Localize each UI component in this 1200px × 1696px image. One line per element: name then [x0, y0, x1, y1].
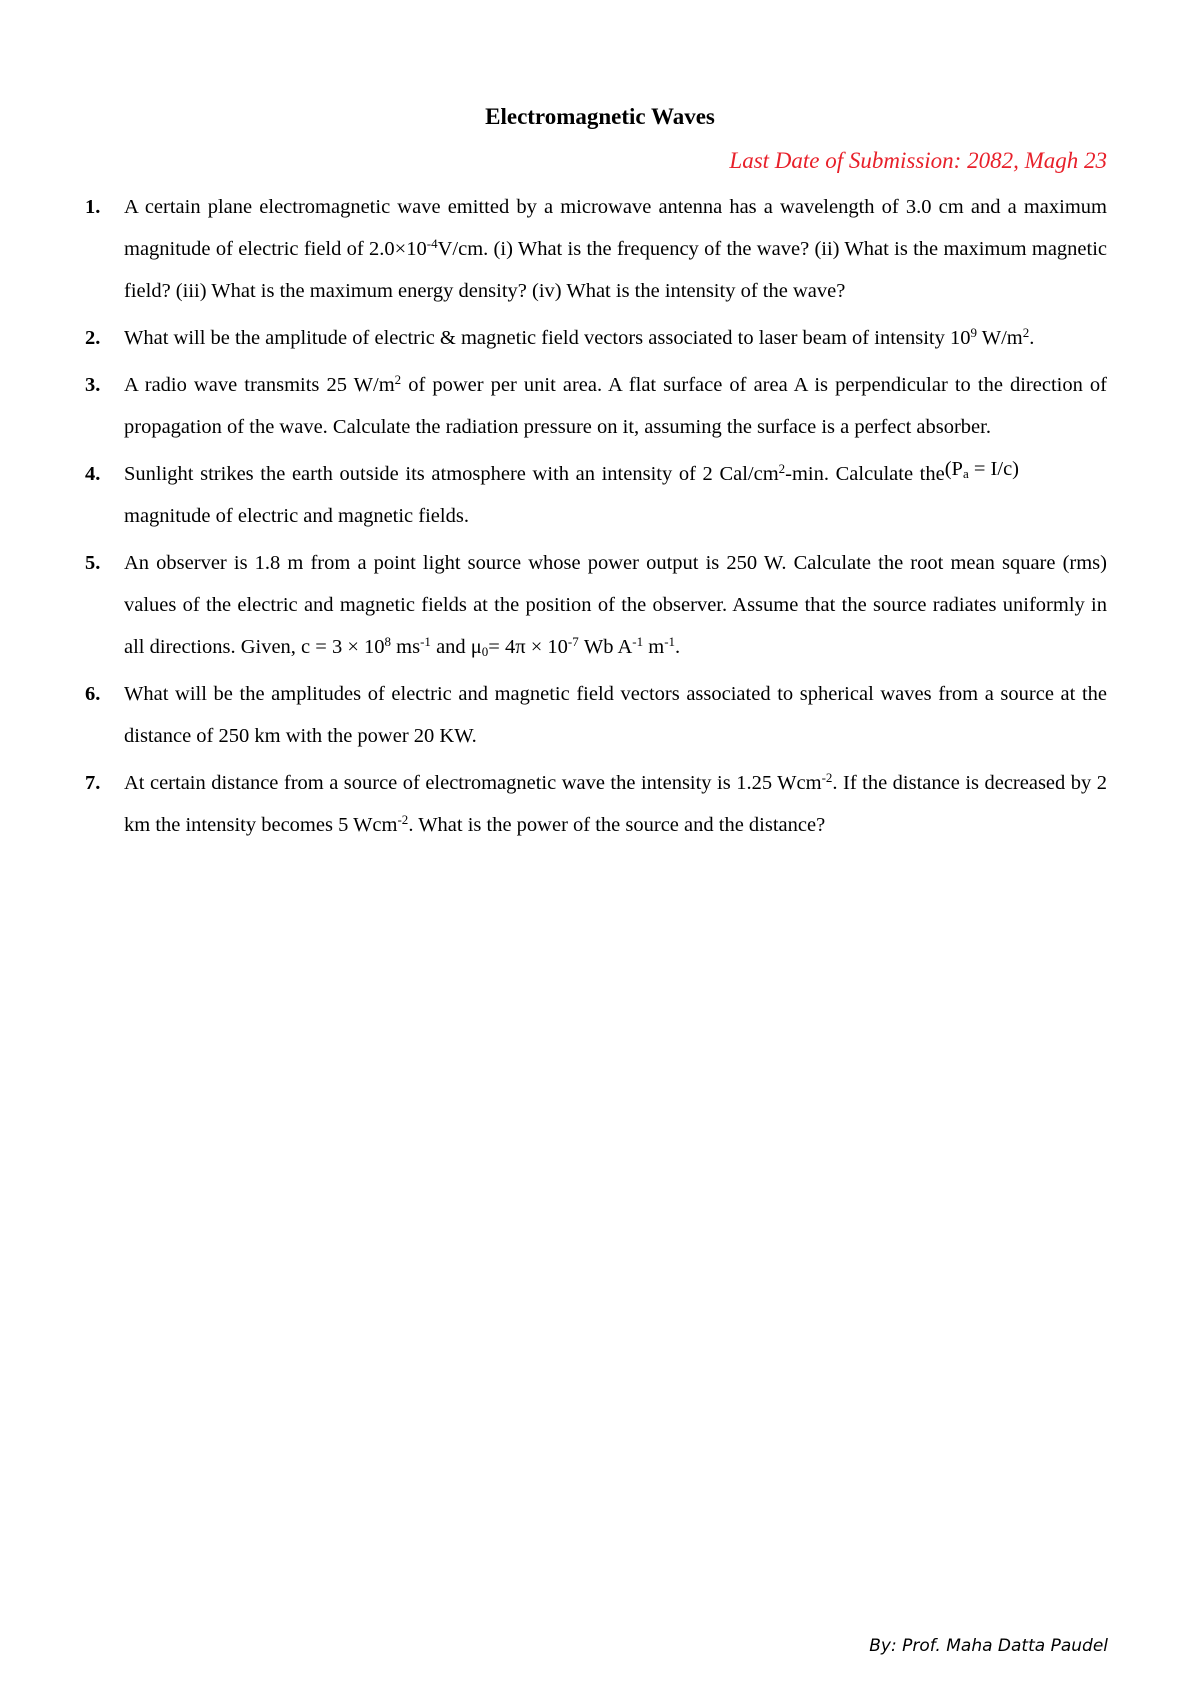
superscript: -2 — [821, 770, 833, 785]
question-5 — [85, 542, 1107, 668]
question-number: 3. — [85, 374, 101, 396]
question-number: 4. — [85, 463, 101, 485]
superscript: -1 — [664, 634, 676, 649]
superscript: -2 — [397, 812, 409, 827]
question-text: m — [643, 636, 665, 658]
question-4 — [85, 453, 1107, 537]
superscript: 2 — [1022, 325, 1030, 340]
question-number: 1. — [85, 196, 101, 218]
question-text: . What is the power of the source and the distance? — [408, 814, 826, 836]
question-text: A radio wave transmits 25 W/m — [124, 374, 395, 396]
question-text: What will be the amplitudes of electric and magnetic field vectors associated to spherical waves from a source at the distance of 250 km with the power 20 KW. — [124, 683, 1107, 747]
formula-text: = I/c) — [968, 458, 1019, 480]
question-1 — [85, 186, 1107, 312]
question-text: At certain distance from a source of electromagnetic wave the intensity is 1.25 Wcm — [124, 772, 822, 794]
question-text: and μ — [430, 636, 482, 658]
superscript: 2 — [394, 372, 402, 387]
question-text: -min. Calculate the magnitude of electric and magnetic fields. — [124, 463, 945, 527]
superscript: 2 — [778, 461, 786, 476]
question-6 — [85, 673, 1107, 757]
author-footer: By: Prof. Maha Datta Paudel — [869, 1636, 1108, 1656]
question-text: W/m — [976, 327, 1023, 349]
superscript: -4 — [426, 236, 438, 251]
question-7 — [85, 762, 1107, 846]
question-text: An observer is 1.8 m from a point light source whose power output is 250 W. Calculate the root mean square (rms) values of the electric and magnetic fields at the position of the observer. Assume that the source radiates uniformly in all directions. Given, c = 3 × 10 — [124, 552, 1107, 658]
submission-deadline: Last Date of Submission: 2082, Magh 23 — [729, 148, 1107, 173]
question-text: What will be the amplitude of electric & magnetic field vectors associated to laser beam of intensity 10 — [124, 327, 971, 349]
superscript: -1 — [632, 634, 644, 649]
question-text: . If the distance is decreased by 2 km the intensity becomes 5 Wcm — [124, 772, 1107, 836]
formula-text: (P — [944, 458, 963, 480]
question-number: 2. — [85, 327, 101, 349]
superscript: -1 — [420, 634, 431, 649]
question-text: . — [675, 636, 681, 658]
question-text: V/cm. (i) What is the frequency of the wave? (ii) What is the maximum magnetic field? (iii) What is the maximum energy density? (iv) What is the intensity of the wave? — [124, 238, 1108, 302]
superscript: -7 — [567, 634, 579, 649]
question-text: = 4π × 10 — [488, 636, 568, 658]
question-text: of power per unit area. A flat surface of area A is perpendicular to the direction of propagation of the wave. Calculate the radiation pressure on it, assuming the surface is a perfect absorber. — [124, 374, 1107, 438]
question-text: . — [1029, 327, 1035, 349]
superscript: 9 — [970, 325, 977, 340]
question-2 — [85, 317, 1107, 359]
superscript: 8 — [384, 634, 392, 649]
question-number: 5. — [85, 552, 101, 574]
subscript: 0 — [481, 644, 489, 659]
page-title: Electromagnetic Waves — [485, 104, 715, 129]
question-text: ms — [391, 636, 421, 658]
question-number: 7. — [85, 772, 101, 794]
question-text: Wb A — [578, 636, 633, 658]
question-text: A certain plane electromagnetic wave emitted by a microwave antenna has a wavelength of 3.0 cm and a maximum magnitude of electric field of 2.0×10 — [124, 196, 1107, 260]
subscript: a — [962, 466, 969, 481]
question-list — [85, 186, 1107, 851]
question-text: Sunlight strikes the earth outside its atmosphere with an intensity of 2 Cal/cm — [124, 463, 779, 485]
question-number: 6. — [85, 683, 101, 705]
